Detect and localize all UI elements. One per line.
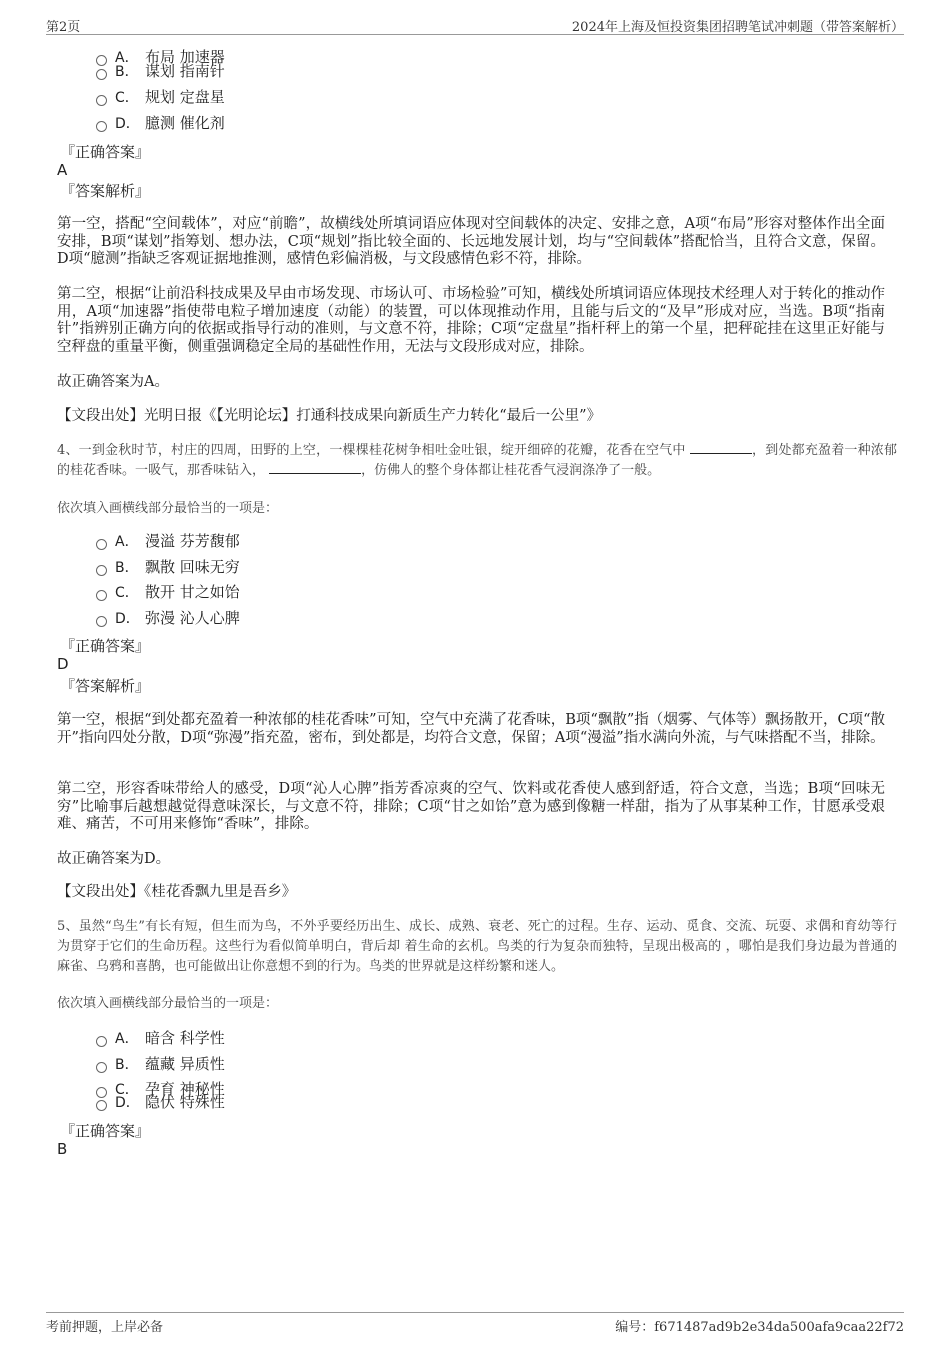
radio-icon[interactable] — [96, 590, 107, 601]
q4-analysis-label: 『答案解析』 — [60, 677, 151, 695]
q5-option-c[interactable]: C． 孕育 神秘性 — [96, 1080, 225, 1098]
fill-blank-2 — [269, 461, 361, 474]
q4-stem: 4、一到金秋时节，村庄的四周，田野的上空，一棵棵桂花树争相吐金吐银，绽开细碎的花瓣，花香在空气中 ，到处都充盈着一种浓郁的桂花香味。一吸气，那香味钻入， ，仿佛人的整个身体都让桂花香气浸润涤净了一般。 — [57, 443, 897, 478]
radio-icon[interactable] — [96, 1062, 107, 1073]
radio-icon[interactable] — [96, 95, 107, 106]
q5-prompt: 依次填入画横线部分最恰当的一项是： — [57, 996, 279, 1011]
fill-blank-1 — [690, 441, 752, 454]
q4-prompt: 依次填入画横线部分最恰当的一项是： — [57, 501, 279, 516]
q4-answer-label: 『正确答案』 — [60, 637, 151, 655]
page-header — [46, 14, 904, 35]
q3-option-d[interactable]: D． 臆测 催化剂 — [96, 114, 225, 132]
q4-option-d[interactable]: D． 弥漫 沁人心脾 — [96, 609, 240, 627]
footer-slogan: 考前押题，上岸必备 — [46, 1320, 164, 1335]
q3-answer: A — [57, 161, 68, 179]
q5-option-b[interactable]: B． 蕴藏 异质性 — [96, 1055, 225, 1073]
q4-source: 【文段出处】《桂花香飘九里是吾乡》 — [57, 884, 297, 900]
document-title: 2024年上海及恒投资集团招聘笔试冲刺题（带答案解析） — [571, 20, 904, 35]
radio-icon[interactable] — [96, 1100, 107, 1111]
q3-option-c[interactable]: C． 规划 定盘星 — [96, 88, 225, 106]
q3-option-a[interactable]: A． 布局 加速器 — [96, 48, 225, 66]
q4-conclusion: 故正确答案为D。 — [57, 851, 171, 867]
q4-answer: D — [57, 655, 69, 673]
q3-option-b[interactable]: B． 谋划 指南针 — [96, 62, 225, 80]
q4-analysis-p1: 第一空，根据“到处都充盈着一种浓郁的桂花香味”可知，空气中充满了花香味，B项“飘散”指（烟雾、气体等）飘扬散开，C项“散开”指向四处分散，D项“弥漫”指充盈，密布，到处都是，均符合文意，保留；A项“漫溢”指水满向外流，与气味搭配不当，排除。 — [57, 712, 885, 746]
radio-icon[interactable] — [96, 121, 107, 132]
q5-option-d[interactable]: D． 隐伏 特殊性 — [96, 1093, 225, 1111]
q4-option-a[interactable]: A． 漫溢 芬芳馥郁 — [96, 532, 240, 550]
q5-answer-label: 『正确答案』 — [60, 1122, 151, 1140]
q5-option-a[interactable]: A． 暗含 科学性 — [96, 1029, 225, 1047]
q3-analysis-p1: 第一空，搭配“空间载体”，对应“前瞻”，故横线处所填词语应体现对空间载体的决定、安排之意，A项“布局”形容对整体作出全面安排，B项“谋划”指筹划、想办法，C项“规划”指比较全面的、长远地发展计划，均与“空间载体”搭配恰当，且符合文意，保留。D项“臆测”指缺乏客观证据地推测，感情色彩偏消极，与文段感情色彩不符，排除。 — [57, 216, 885, 267]
q3-answer-label: 『正确答案』 — [60, 143, 151, 161]
radio-icon[interactable] — [96, 539, 107, 550]
q3-analysis-p2: 第二空，根据“让前沿科技成果及早由市场发现、市场认可、市场检验”可知，横线处所填词语应体现技术经理人对于转化的推动作用，A项“加速器”指使带电粒子增加速度（动能）的装置，可以体现推动作用，且能与后文的“及早”形成对应，当选。B项“指南针”指辨别正确方向的依据或指导行动的准则，与文意不符，排除；C项“定盘星”指杆秤上的第一个星，把秤砣挂在这里正好能与空秤盘的重量平衡，侧重强调稳定全局的基础性作用，无法与文段形成对应，排除。 — [57, 286, 885, 355]
q3-analysis-label: 『答案解析』 — [60, 182, 151, 200]
document-id: 编号：f671487ad9b2e34da500afa9caa22f72 — [615, 1320, 904, 1335]
q3-source: 【文段出处】光明日报《【光明论坛】打通科技成果向新质生产力转化“最后一公里”》 — [57, 408, 602, 424]
q5-answer: B — [57, 1140, 68, 1158]
q4-option-b[interactable]: B． 飘散 回味无穷 — [96, 558, 240, 576]
q4-option-c[interactable]: C． 散开 甘之如饴 — [96, 583, 240, 601]
page-number: 第2页 — [46, 20, 81, 35]
q4-analysis-p2: 第二空，形容香味带给人的感受，D项“沁人心脾”指芳香凉爽的空气、饮料或花香使人感到舒适，符合文意，当选；B项“回味无穷”比喻事后越想越觉得意味深长，与文意不符，排除；C项“甘之如饴”意为感到像糖一样甜，指为了从事某种工作，甘愿承受艰难、痛苦，不可用来修饰“香味”，排除。 — [57, 781, 885, 832]
radio-icon[interactable] — [96, 69, 107, 80]
page-footer — [46, 1312, 904, 1335]
q5-stem: 5、虽然“鸟生”有长有短，但生而为鸟，不外乎要经历出生、成长、成熟、衰老、死亡的过程。生存、运动、觅食、交流、玩耍、求偶和育幼等行为贯穿于它们的生命历程。这些行为看似简单明白，背后却 着生命的玄机。鸟类的行为复杂而独特，呈现出极高的 ，哪怕是我们身边最为普通的麻雀、乌鸦和喜鹊，也可能做出让你意想不到的行为。鸟类的世界就是这样纷繁和迷人。 — [57, 919, 897, 974]
q3-conclusion: 故正确答案为A。 — [57, 374, 169, 390]
radio-icon[interactable] — [96, 1036, 107, 1047]
radio-icon[interactable] — [96, 565, 107, 576]
radio-icon[interactable] — [96, 616, 107, 627]
